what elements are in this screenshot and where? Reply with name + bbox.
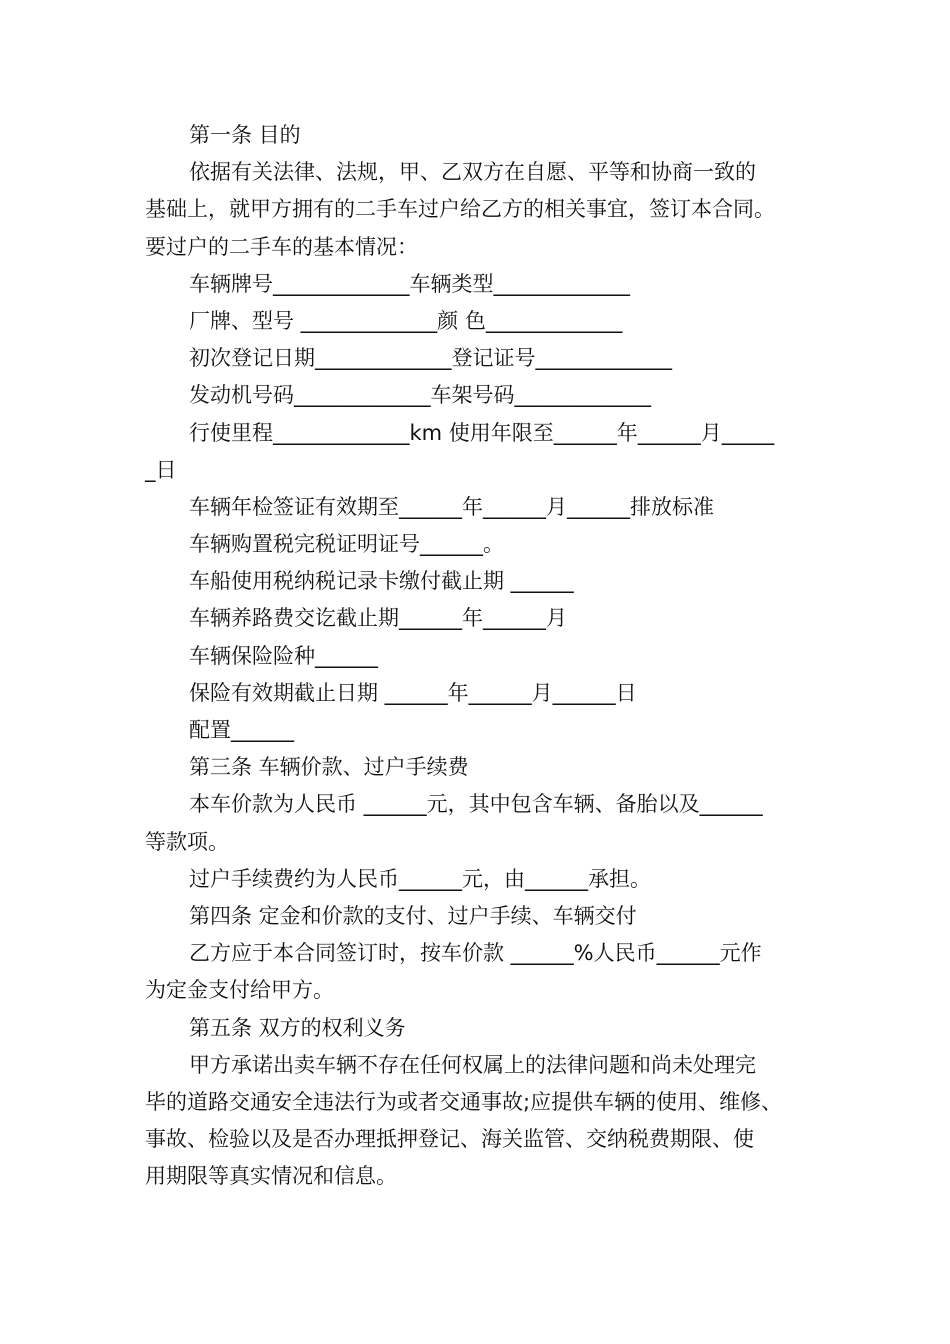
- document-line: 过户手续费约为人民币______元，由______承担。: [189, 866, 651, 891]
- document-line: 车辆牌号_____________车辆类型_____________: [189, 271, 630, 296]
- document-line: 第五条 双方的权利义务: [189, 1015, 406, 1040]
- document-line: 车辆养路费交讫截止期______年______月: [189, 606, 567, 631]
- document-line: 车辆保险险种______: [189, 643, 378, 668]
- document-line: 依据有关法律、法规，甲、乙双方在自愿、平等和协商一致的: [189, 160, 756, 185]
- document-line: 配置______: [189, 718, 294, 742]
- document-line: 基础上，就甲方拥有的二手车过户给乙方的相关事宜，签订本合同。: [145, 197, 775, 222]
- document-line: 要过户的二手车的基本情况：: [145, 234, 418, 259]
- document-line: 发动机号码_____________车架号码_____________: [189, 383, 651, 408]
- document-line: 用期限等真实情况和信息。: [145, 1164, 397, 1189]
- document-line: 为定金支付给甲方。: [145, 978, 334, 1003]
- document-line: 保险有效期截止日期 ______年______月______日: [189, 680, 637, 705]
- document-body: [145, 117, 815, 1195]
- document-line: 初次登记日期_____________登记证号_____________: [189, 346, 672, 371]
- document-line: 甲方承诺出卖车辆不存在任何权属上的法律问题和尚未处理完: [189, 1052, 756, 1077]
- document-line: 本车价款为人民币 ______元，其中包含车辆、备胎以及______: [189, 792, 763, 817]
- document-line: 事故、检验以及是否办理抵押登记、海关监管、交纳税费期限、使: [145, 1127, 754, 1152]
- document-line: 车辆购置税完税证明证号______。: [189, 532, 504, 557]
- document-line: 乙方应于本合同签订时，按车价款 ______%人民币______元作: [189, 941, 762, 966]
- document-line: 车船使用税纳税记录卡缴付截止期 ______: [189, 569, 574, 594]
- document-line: 毕的道路交通安全违法行为或者交通事故;应提供车辆的使用、维修、: [145, 1089, 783, 1114]
- document-line: 车辆年检签证有效期至______年______月______排放标准: [189, 494, 714, 519]
- document-line: 等款项。: [145, 829, 229, 854]
- document-line: 第三条 车辆价款、过户手续费: [189, 755, 469, 780]
- document-line: 第四条 定金和价款的支付、过户手续、车辆交付: [189, 903, 637, 928]
- document-line: _日: [145, 457, 177, 482]
- document-line: 行使里程_____________km 使用年限至______年______月_____: [189, 420, 775, 445]
- document-line: 厂牌、型号 _____________颜 色_____________: [189, 308, 623, 333]
- document-line: 第一条 目的: [189, 123, 301, 147]
